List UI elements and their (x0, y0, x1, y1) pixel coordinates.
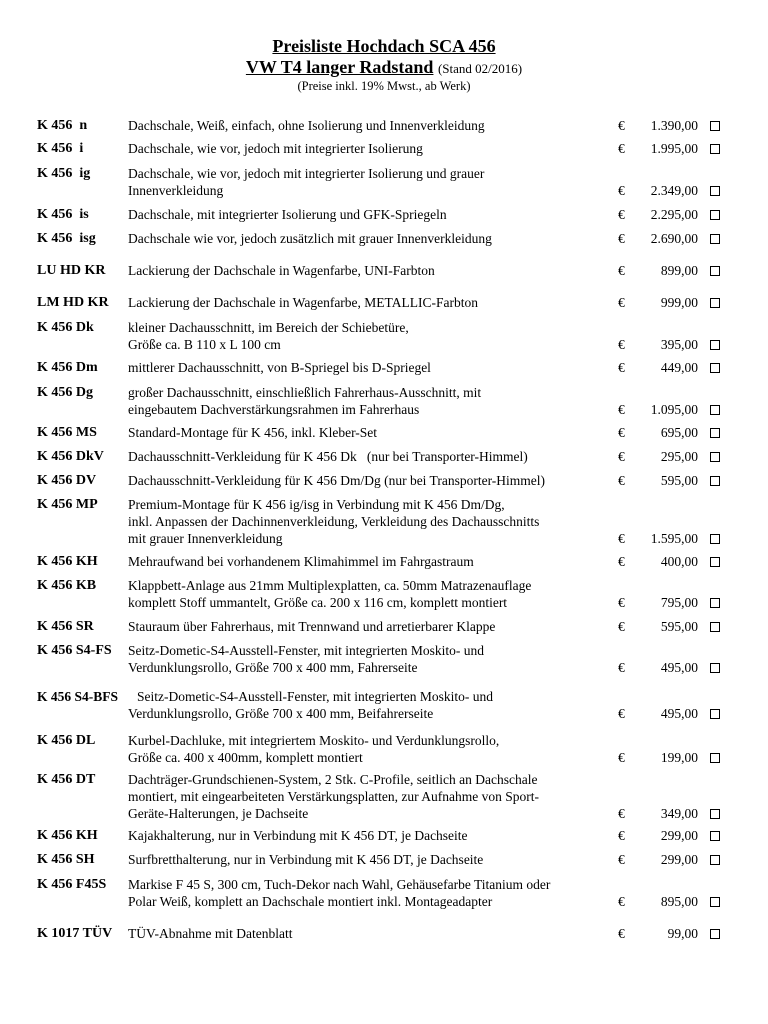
item-code: K 456 Dm (37, 360, 98, 375)
item-description (128, 771, 620, 822)
currency-symbol: € (618, 473, 625, 488)
item-code: K 456 DL (37, 733, 96, 748)
item-code: K 456 DT (37, 772, 96, 787)
item-price (618, 594, 698, 611)
currency-symbol: € (618, 183, 625, 198)
description-line: Polar Weiß, komplett an Dachschale montiert inkl. Montageadapter (128, 894, 493, 909)
order-checkbox[interactable] (710, 298, 720, 308)
item-price (618, 893, 698, 910)
description-line: Stauraum über Fahrerhaus, mit Trennwand und arretierbarer Klappe (128, 619, 496, 634)
price-row (0, 448, 768, 465)
item-description (128, 577, 620, 611)
currency-symbol: € (618, 337, 625, 352)
order-checkbox[interactable] (710, 428, 720, 438)
description-line: Verdunklungsrollo, Größe 700 x 400 mm, Beifahrerseite (128, 706, 434, 721)
item-code: K 456 MS (37, 425, 97, 440)
price-amount: 2.690,00 (650, 231, 698, 246)
price-amount: 495,00 (660, 706, 698, 721)
item-price (618, 553, 698, 570)
item-description (128, 553, 620, 570)
item-price (618, 448, 698, 465)
currency-symbol: € (618, 706, 625, 721)
price-row (0, 642, 768, 676)
item-code: K 456 F45S (37, 877, 107, 892)
description-line: Lackierung der Dachschale in Wagenfarbe, METALLIC-Farbton (128, 295, 478, 310)
price-amount: 299,00 (660, 852, 698, 867)
item-price (618, 925, 698, 942)
description-line: Geräte-Halterungen, je Dachseite (128, 806, 309, 821)
description-line: Dachschale, mit integrierter Isolierung und GFK-Spriegeln (128, 207, 447, 222)
item-code: K 456 KH (37, 828, 98, 843)
currency-symbol: € (618, 806, 625, 821)
currency-symbol: € (618, 595, 625, 610)
description-line: Surfbretthalterung, nur in Verbindung mit K 456 DT, je Dachseite (128, 852, 484, 867)
order-checkbox[interactable] (710, 452, 720, 462)
price-row (0, 553, 768, 570)
item-description (128, 925, 620, 942)
price-amount: 199,00 (660, 750, 698, 765)
item-code: K 456 S4-BFS (37, 689, 119, 704)
item-code: K 456 n (37, 118, 88, 133)
price-amount: 449,00 (660, 360, 698, 375)
price-amount: 2.349,00 (650, 183, 698, 198)
currency-symbol: € (618, 660, 625, 675)
order-checkbox[interactable] (710, 855, 720, 865)
item-code: K 456 SR (37, 619, 94, 634)
description-line: kleiner Dachausschnitt, im Bereich der Schiebetüre, (128, 320, 409, 335)
item-price (618, 262, 698, 279)
item-code: K 1017 TÜV (37, 926, 113, 941)
price-row (0, 319, 768, 353)
item-description (128, 688, 629, 722)
item-price (618, 472, 698, 489)
price-row (0, 262, 768, 279)
item-description (128, 496, 620, 547)
item-code: K 456 KB (37, 578, 97, 593)
price-amount: 795,00 (660, 595, 698, 610)
description-line: mittlerer Dachausschnitt, von B-Spriegel bis D-Spriegel (128, 360, 431, 375)
item-price (618, 336, 698, 353)
item-description (128, 140, 620, 157)
price-row (0, 732, 768, 766)
item-price (618, 424, 698, 441)
description-line: großer Dachausschnitt, einschließlich Fahrerhaus-Ausschnitt, mit (128, 385, 482, 400)
price-row (0, 359, 768, 376)
description-line: Dachschale wie vor, jedoch zusätzlich mit grauer Innenverkleidung (128, 231, 492, 246)
item-description (128, 732, 620, 766)
item-price (618, 530, 698, 547)
item-description (128, 206, 620, 223)
item-description (128, 642, 620, 676)
currency-symbol: € (618, 207, 625, 222)
currency-symbol: € (618, 402, 625, 417)
price-amount: 595,00 (660, 619, 698, 634)
item-description (128, 294, 620, 311)
item-price (618, 827, 698, 844)
item-price (618, 182, 698, 199)
description-line: Standard-Montage für K 456, inkl. Kleber-Set (128, 425, 378, 440)
description-line: Markise F 45 S, 300 cm, Tuch-Dekor nach Wahl, Gehäusefarbe Titanium oder (128, 877, 551, 892)
description-line: montiert, mit eingearbeiteten Verstärkungsplatten, zur Aufnahme von Sport- (128, 789, 540, 804)
description-line: Dachschale, wie vor, jedoch mit integrierter Isolierung (128, 141, 423, 156)
item-code: K 456 S4-FS (37, 643, 112, 658)
item-description (128, 117, 620, 134)
description-line: Kurbel-Dachluke, mit integriertem Moskito- und Verdunklungsrollo, (128, 733, 500, 748)
item-code: K 456 is (37, 207, 89, 222)
order-checkbox[interactable] (710, 234, 720, 244)
currency-symbol: € (618, 231, 625, 246)
item-description (128, 448, 620, 465)
price-amount: 299,00 (660, 828, 698, 843)
item-price (618, 805, 698, 822)
price-row (0, 294, 768, 311)
item-code: K 456 DkV (37, 449, 104, 464)
order-checkbox[interactable] (710, 557, 720, 567)
description-line: Dachschale, Weiß, einfach, ohne Isolierung und Innenverkleidung (128, 118, 485, 133)
item-price (618, 401, 698, 418)
order-checkbox[interactable] (710, 534, 720, 544)
subtitle-stand: (Stand 02/2016) (437, 61, 523, 76)
item-description (128, 424, 620, 441)
currency-symbol: € (618, 425, 625, 440)
order-checkbox[interactable] (710, 809, 720, 819)
currency-symbol: € (618, 531, 625, 546)
price-row (0, 206, 768, 223)
item-code: K 456 isg (37, 231, 96, 246)
currency-symbol: € (618, 263, 625, 278)
description-line: Lackierung der Dachschale in Wagenfarbe, UNI-Farbton (128, 263, 435, 278)
item-price (618, 705, 698, 722)
currency-symbol: € (618, 894, 625, 909)
currency-symbol: € (618, 449, 625, 464)
description-line: Verdunklungsrollo, Größe 700 x 400 mm, Fahrerseite (128, 660, 418, 675)
item-price (618, 294, 698, 311)
currency-symbol: € (618, 141, 625, 156)
currency-symbol: € (618, 926, 625, 941)
item-description (128, 472, 620, 489)
description-line: Seitz-Dometic-S4-Ausstell-Fenster, mit integrierten Moskito- und (128, 643, 485, 658)
price-row (0, 876, 768, 910)
price-row (0, 688, 768, 722)
description-line: Premium-Montage für K 456 ig/isg in Verbindung mit K 456 Dm/Dg, (128, 497, 505, 512)
description-line: eingebautem Dachverstärkungsrahmen im Fahrerhaus (128, 402, 420, 417)
currency-symbol: € (618, 295, 625, 310)
description-line: komplett Stoff ummantelt, Größe ca. 200 x 116 cm, komplett montiert (128, 595, 508, 610)
order-checkbox[interactable] (710, 929, 720, 939)
price-amount: 395,00 (660, 337, 698, 352)
order-checkbox[interactable] (710, 753, 720, 763)
item-price (618, 359, 698, 376)
price-amount: 295,00 (660, 449, 698, 464)
price-row (0, 472, 768, 489)
price-row (0, 618, 768, 635)
price-amount: 899,00 (660, 263, 698, 278)
item-price (618, 851, 698, 868)
item-code: K 456 DV (37, 473, 97, 488)
order-checkbox[interactable] (710, 363, 720, 373)
item-code: K 456 Dk (37, 320, 94, 335)
item-description (128, 230, 620, 247)
item-description (128, 618, 620, 635)
price-amount: 400,00 (660, 554, 698, 569)
item-code: K 456 MP (37, 497, 98, 512)
order-checkbox[interactable] (710, 663, 720, 673)
order-checkbox[interactable] (710, 476, 720, 486)
order-checkbox[interactable] (710, 340, 720, 350)
currency-symbol: € (618, 852, 625, 867)
item-price (618, 659, 698, 676)
price-amount: 1.995,00 (650, 141, 698, 156)
currency-symbol: € (618, 750, 625, 765)
order-checkbox[interactable] (710, 831, 720, 841)
description-line: Seitz-Dometic-S4-Ausstell-Fenster, mit integrierten Moskito- und (137, 689, 494, 704)
order-checkbox[interactable] (710, 186, 720, 196)
order-checkbox[interactable] (710, 121, 720, 131)
price-amount: 1.595,00 (650, 531, 698, 546)
price-amount: 999,00 (660, 295, 698, 310)
item-code: K 456 KH (37, 554, 98, 569)
price-row (0, 925, 768, 942)
order-checkbox[interactable] (710, 405, 720, 415)
order-checkbox[interactable] (710, 897, 720, 907)
item-description (128, 876, 620, 910)
currency-symbol: € (618, 619, 625, 634)
price-row (0, 851, 768, 868)
item-price (618, 140, 698, 157)
price-row (0, 577, 768, 611)
description-line: Dachschale, wie vor, jedoch mit integrierter Isolierung und grauer (128, 166, 485, 181)
item-description (128, 165, 620, 199)
order-checkbox[interactable] (710, 266, 720, 276)
description-line: Größe ca. 400 x 400mm, komplett montiert (128, 750, 363, 765)
price-amount: 349,00 (660, 806, 698, 821)
item-price (618, 618, 698, 635)
item-code: LU HD KR (37, 263, 106, 278)
item-code: LM HD KR (37, 295, 109, 310)
order-checkbox[interactable] (710, 622, 720, 632)
price-row (0, 230, 768, 247)
currency-symbol: € (618, 828, 625, 843)
description-line: Dachausschnitt-Verkleidung für K 456 Dm/Dg (nur bei Transporter-Himmel) (128, 473, 546, 488)
item-price (618, 749, 698, 766)
price-row (0, 140, 768, 157)
price-row (0, 165, 768, 199)
price-amount: 1.390,00 (650, 118, 698, 133)
item-code: K 456 SH (37, 852, 95, 867)
description-line: Mehraufwand bei vorhandenem Klimahimmel im Fahrgastraum (128, 554, 474, 569)
subtitle-main: VW T4 langer Radstand (245, 57, 434, 77)
order-checkbox[interactable] (710, 598, 720, 608)
item-description (128, 262, 620, 279)
currency-symbol: € (618, 360, 625, 375)
description-line: Klappbett-Anlage aus 21mm Multiplexplatten, ca. 50mm Matrazenauflage (128, 578, 532, 593)
description-line: Dachträger-Grundschienen-System, 2 Stk. C-Profile, seitlich an Dachschale (128, 772, 538, 787)
price-row (0, 496, 768, 547)
price-row (0, 424, 768, 441)
item-description (128, 851, 620, 868)
price-amount: 2.295,00 (650, 207, 698, 222)
price-amount: 495,00 (660, 660, 698, 675)
description-line: Dachausschnitt-Verkleidung für K 456 Dk (nur bei Transporter-Himmel) (128, 449, 528, 464)
order-checkbox[interactable] (710, 144, 720, 154)
description-line: mit grauer Innenverkleidung (128, 531, 283, 546)
item-description (128, 384, 620, 418)
description-line: Größe ca. B 110 x L 100 cm (128, 337, 281, 352)
price-amount: 595,00 (660, 473, 698, 488)
price-amount: 1.095,00 (650, 402, 698, 417)
item-description (128, 359, 620, 376)
item-code: K 456 i (37, 141, 84, 156)
order-checkbox[interactable] (710, 709, 720, 719)
price-note: (Preise inkl. 19% Mwst., ab Werk) (297, 79, 471, 93)
item-description (128, 319, 620, 353)
price-row (0, 384, 768, 418)
description-line: Innenverkleidung (128, 183, 224, 198)
price-amount: 99,00 (667, 926, 698, 941)
currency-symbol: € (618, 554, 625, 569)
page-title: Preisliste Hochdach SCA 456 (272, 36, 496, 56)
price-row (0, 827, 768, 844)
price-row (0, 117, 768, 134)
price-amount: 895,00 (660, 894, 698, 909)
price-row (0, 771, 768, 822)
item-description (128, 827, 620, 844)
item-price (618, 230, 698, 247)
item-code: K 456 ig (37, 166, 91, 181)
description-line: inkl. Anpassen der Dachinnenverkleidung, Verkleidung des Dachausschnitts (128, 514, 540, 529)
price-amount: 695,00 (660, 425, 698, 440)
item-price (618, 206, 698, 223)
order-checkbox[interactable] (710, 210, 720, 220)
description-line: Kajakhalterung, nur in Verbindung mit K 456 DT, je Dachseite (128, 828, 468, 843)
item-price (618, 117, 698, 134)
item-code: K 456 Dg (37, 385, 93, 400)
description-line: TÜV-Abnahme mit Datenblatt (128, 926, 293, 941)
currency-symbol: € (618, 118, 625, 133)
